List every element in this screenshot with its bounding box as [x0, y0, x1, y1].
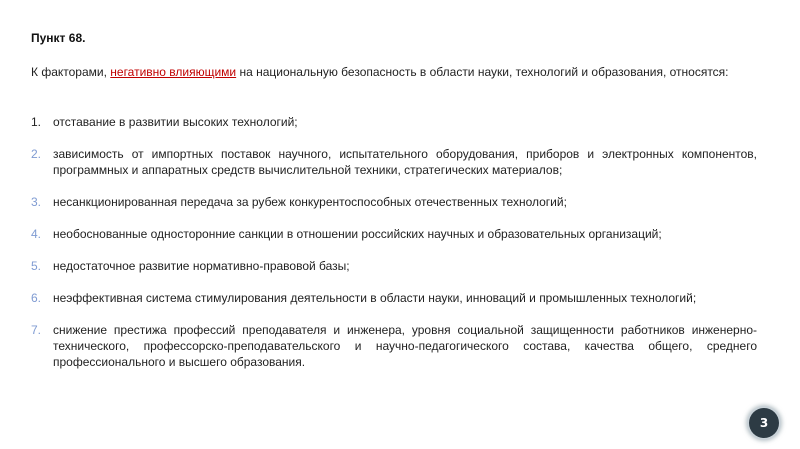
factor-text: снижение престижа профессий преподавателя и инженера, уровня социальной защищенности работников инженерно-технического, профессорско-преподавательского и научно-педагогического состава, качества общего, среднего профессионального и высшего образования.: [53, 323, 757, 369]
highlighted-phrase: негативно влияющими: [110, 65, 237, 79]
factor-text: несанкционированная передача за рубеж конкурентоспособных отечественных технологий;: [53, 195, 567, 209]
factor-item-1: [31, 114, 757, 130]
intro-paragraph: [31, 64, 731, 80]
factor-item-4: [31, 226, 757, 242]
factor-number: 5.: [31, 259, 42, 273]
factor-number: 4.: [31, 227, 42, 241]
factor-item-5: [31, 258, 757, 274]
factor-text: зависимость от импортных поставок научного, испытательного оборудования, приборов и электронных компонентов, программных и аппаратных средств вычислительной техники, стратегических материалов;: [53, 147, 757, 177]
section-heading: Пункт 68.: [31, 31, 86, 45]
factor-item-6: [31, 290, 757, 306]
factor-item-3: [31, 194, 757, 210]
factor-item-2: [31, 146, 757, 178]
factor-number: 6.: [31, 291, 42, 305]
factors-list: [31, 114, 757, 386]
factor-number: 3.: [31, 195, 42, 209]
factor-number: 1.: [31, 115, 42, 129]
factor-number: 7.: [31, 323, 42, 337]
factor-text: неэффективная система стимулирования деятельности в области науки, инноваций и промышленных технологий;: [53, 291, 697, 305]
page-number-badge: 3: [749, 408, 779, 438]
factor-item-7: [31, 322, 757, 370]
factor-number: 2.: [31, 147, 42, 161]
factor-text: отставание в развитии высоких технологий;: [53, 115, 298, 129]
factor-text: необоснованные односторонние санкции в отношении российских научных и образовательных организаций;: [53, 227, 662, 241]
intro-text-before: К факторами,: [31, 65, 111, 79]
intro-text-after: на национальную безопасность в области науки, технологий и образования, относятся:: [236, 65, 729, 79]
factor-text: недостаточное развитие нормативно-правовой базы;: [53, 259, 350, 273]
